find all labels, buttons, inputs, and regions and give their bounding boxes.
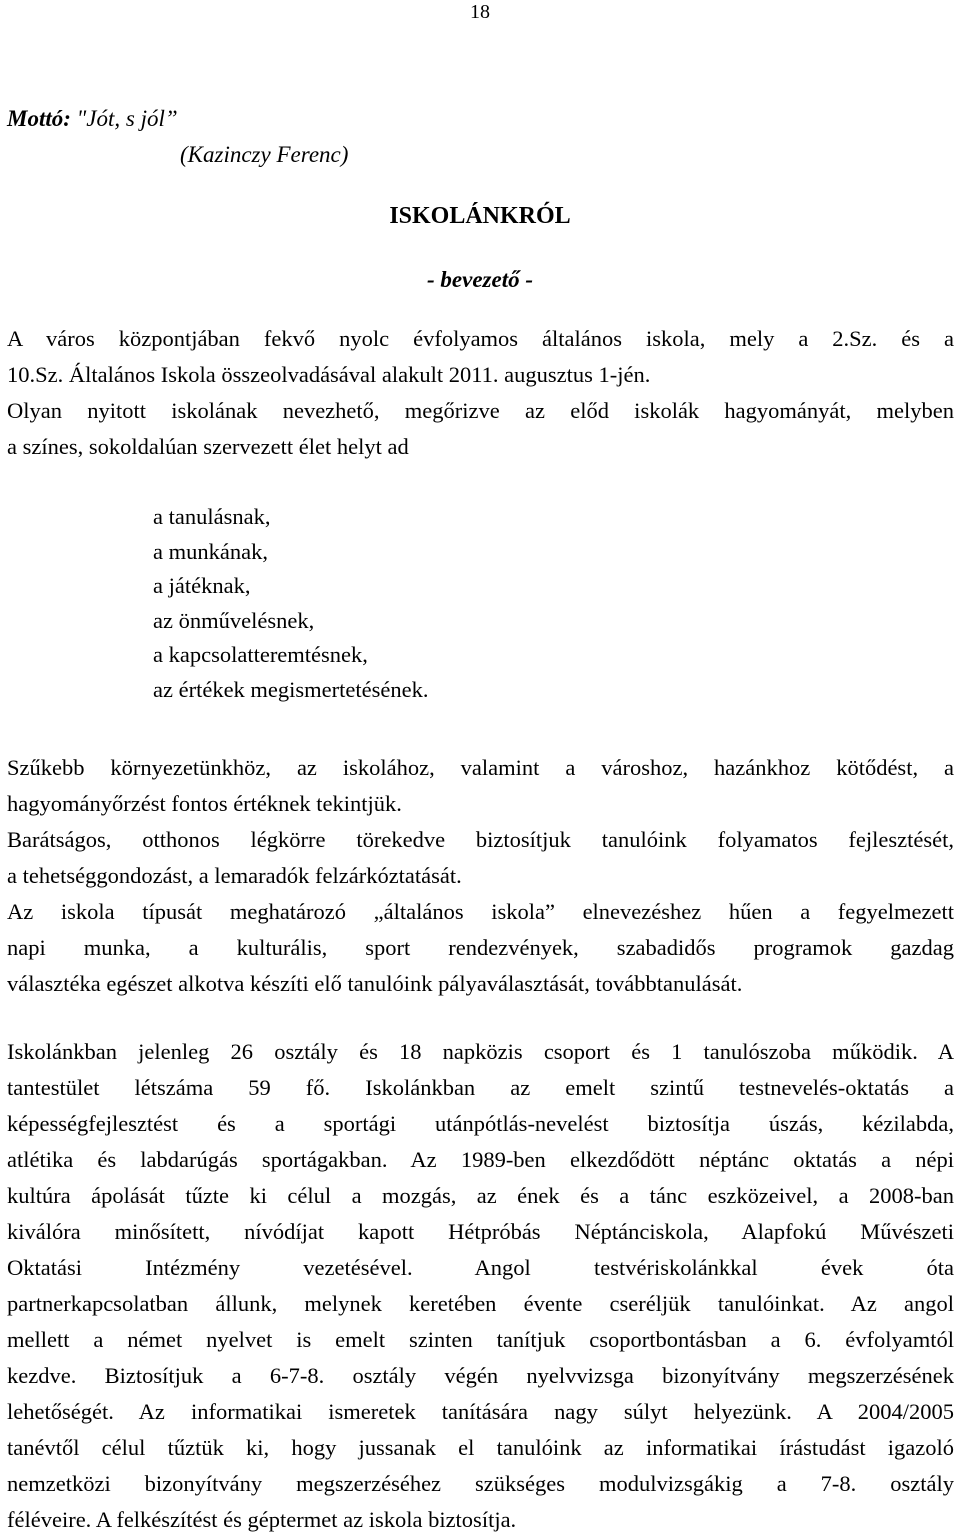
- text-line: nemzetközi bizonyítvány megszerzéséhez szükséges modulvizsgákig a 7-8. osztály: [7, 1471, 954, 1496]
- text-line: a tehetséggondozást, a lemaradók felzárkóztatását.: [7, 863, 462, 888]
- text-line: kultúra ápolását tűzte ki célul a mozgás, az ének és a tánc eszközeivel, a 2008-ban: [7, 1183, 954, 1208]
- text-line: 10.Sz. Általános Iskola összeolvadásával alakult 2011. augusztus 1-jén.: [7, 362, 651, 387]
- text-line: a színes, sokoldalúan szervezett élet helyt ad: [7, 434, 409, 459]
- text-line: A város központjában fekvő nyolc évfolyamos általános iskola, mely a 2.Sz. és a: [7, 326, 954, 351]
- list-item: a kapcsolatteremtésnek,: [153, 642, 368, 667]
- list-item: az értékek megismertetésének.: [153, 676, 429, 702]
- page-title: ISKOLÁNKRÓL: [389, 203, 571, 229]
- text-line: lehetőségét. Az informatikai ismeretek tanítására nagy súlyt helyezünk. A 2004/2005: [7, 1399, 954, 1424]
- text-line: Szűkebb környezetünkhöz, az iskolához, valamint a városhoz, hazánkhoz kötődést, a: [7, 755, 954, 780]
- motto-author: (Kazinczy Ferenc): [180, 142, 349, 167]
- values-list: [153, 500, 428, 707]
- text-line: Iskolánkban jelenleg 26 osztály és 18 napközis csoport és 1 tanulószoba működik. A: [7, 1039, 954, 1064]
- motto-quote: "Jót, s jól”: [70, 106, 178, 131]
- text-line: képességfejlesztést és a sportági utánpótlás-nevelést biztosítja úszás, kézilabda,: [7, 1111, 954, 1136]
- community-paragraph: [7, 750, 954, 1002]
- text-line: hagyományőrzést fontos értéknek tekintjük.: [7, 791, 402, 816]
- list-item: az önművelésnek,: [153, 607, 315, 633]
- text-line: kiválóra minősített, nívódíjat kapott Hétpróbás Néptánciskola, Alapfokú Művészeti: [7, 1219, 954, 1244]
- text-line: Az iskola típusát meghatározó „általános iskola” elnevezéshez hűen a fegyelmezett: [7, 899, 954, 924]
- text-line: Olyan nyitott iskolának nevezhető, megőrizve az előd iskolák hagyományát, melyben: [7, 398, 954, 423]
- list-item: a tanulásnak,: [153, 504, 271, 529]
- text-line: féléveire. A felkészítést és géptermet az iskola biztosítja.: [7, 1507, 517, 1532]
- text-line: napi munka, a kulturális, sport rendezvények, szabadidős programok gazdag: [7, 935, 954, 960]
- text-line: kezdve. Biztosítjuk a 6-7-8. osztály végén nyelvvizsga bizonyítvány megszerzésének: [7, 1363, 954, 1388]
- text-line: tantestület létszáma 59 fő. Iskolánkban az emelt szintű testnevelés-oktatás a: [7, 1075, 954, 1100]
- motto: [7, 101, 348, 173]
- text-line: választéka egészet alkotva készíti elő tanulóink pályaválasztását, továbbtanulását.: [7, 971, 743, 996]
- text-line: partnerkapcsolatban állunk, melynek keretében évente cseréljük tanulóinkat. Az angol: [7, 1291, 954, 1316]
- school-info-paragraph: [7, 1034, 954, 1538]
- motto-label: Mottó:: [7, 106, 71, 131]
- text-line: atlétika és labdarúgás sportágakban. Az 1989-ben elkezdődött néptánc oktatás a népi: [7, 1147, 954, 1172]
- list-item: a játéknak,: [153, 573, 251, 598]
- intro-paragraph: [7, 321, 954, 465]
- text-line: Oktatási Intézmény vezetésével. Angol testvériskolánkkal évek óta: [7, 1255, 954, 1280]
- text-line: tanévtől célul tűztük ki, hogy jussanak el tanulóink az informatikai írástudást igazoló: [7, 1435, 954, 1460]
- list-item: a munkának,: [153, 538, 268, 564]
- text-line: Barátságos, otthonos légkörre törekedve biztosítjuk tanulóink folyamatos fejlesztését,: [7, 827, 954, 852]
- page-number: 18: [470, 1, 490, 23]
- text-line: mellett a német nyelvet is emelt szinten tanítjuk csoportbontásban a 6. évfolyamtól: [7, 1327, 954, 1352]
- page-subtitle: - bevezető -: [427, 267, 533, 292]
